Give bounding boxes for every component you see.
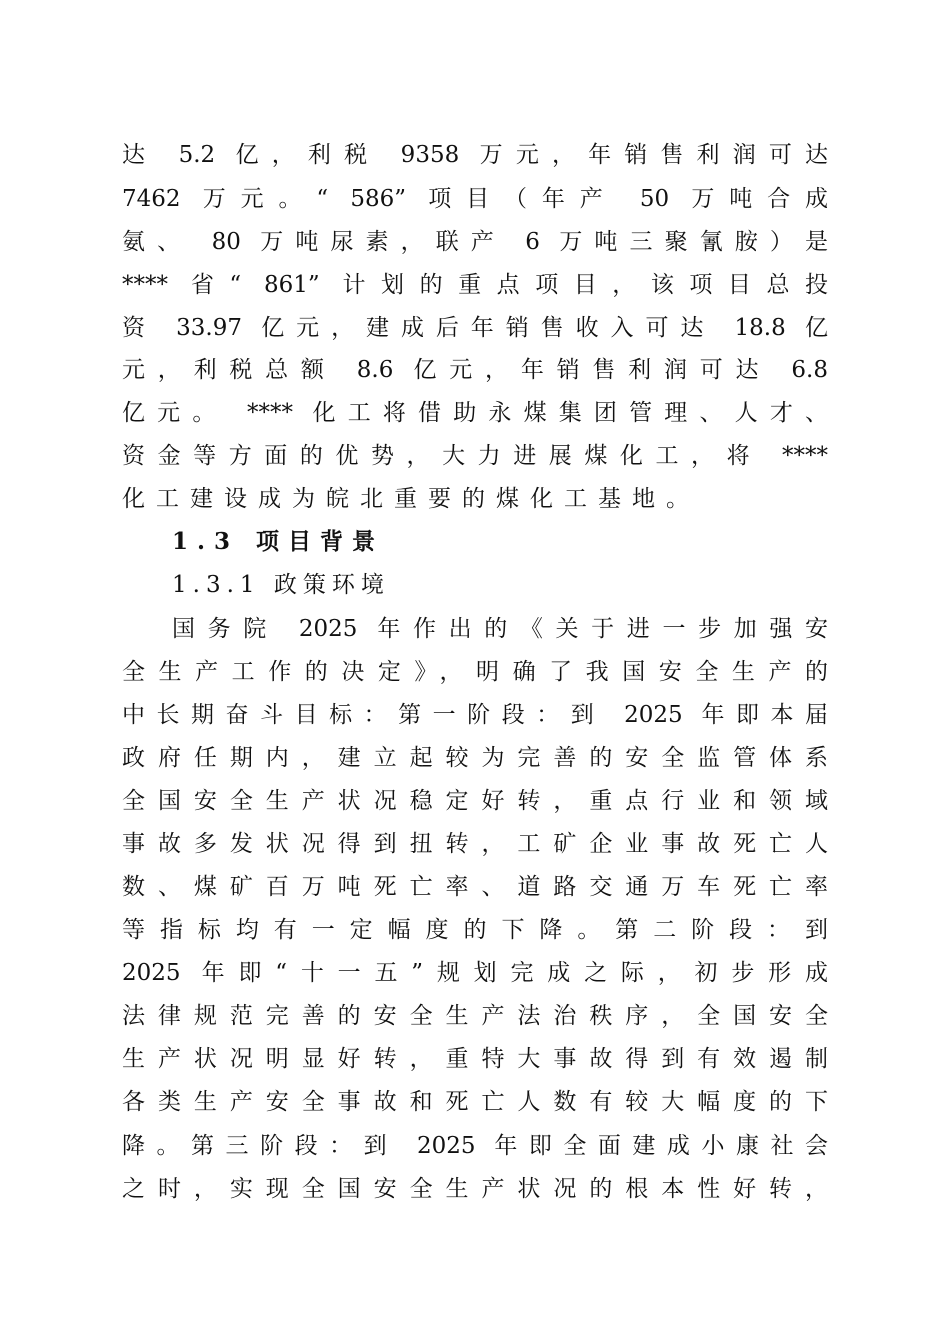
body-text-line: 2025 年即“十一五”规划完成之际，初步形成 (122, 960, 828, 986)
body-text-line: 法律规范完善的安全生产法治秩序，全国安全 (122, 1003, 828, 1029)
body-text-line: 之时，实现全国安全生产状况的根本性好转， (122, 1176, 828, 1202)
body-text-line: 国务院 2025 年作出的《关于进一步加强安 (172, 616, 828, 642)
section-heading: 1.3 项目背景 (172, 528, 385, 555)
body-text-line: 事故多发状况得到扭转，工矿企业事故死亡人 (122, 831, 828, 857)
body-text-line: 化工建设成为皖北重要的煤化工基地。 (122, 486, 700, 512)
body-text-line: 资 33.97 亿元，建成后年销售收入可达 18.8 亿 (122, 315, 828, 341)
body-text-line: 各类生产安全事故和死亡人数有较大幅度的下 (122, 1089, 828, 1115)
body-text-line: 元，利税总额 8.6 亿元，年销售利润可达 6.8 (122, 357, 828, 383)
body-text-line: 达 5.2 亿，利税 9358 万元，年销售利润可达 (122, 142, 828, 168)
body-text-line: 数、煤矿百万吨死亡率、道路交通万车死亡率 (122, 874, 828, 900)
subsection-heading: 1.3.1 政策环境 (172, 572, 390, 598)
body-text-line: 全生产工作的决定》，明确了我国安全生产的 (122, 659, 828, 685)
body-text-line: 亿元。 **** 化工将借助永煤集团管理、人才、 (122, 400, 828, 426)
body-text-line: 氨、 80 万吨尿素，联产 6 万吨三聚氰胺）是 (122, 229, 828, 255)
body-text-line: 7462 万元。“ 586” 项目（年产 50 万吨合成 (122, 186, 828, 212)
body-text-line: 等指标均有一定幅度的下降。第二阶段：到 (122, 917, 828, 943)
body-text-line: 政府任期内，建立起较为完善的安全监管体系 (122, 745, 828, 771)
body-text-line: 中长期奋斗目标：第一阶段：到 2025 年即本届 (122, 702, 828, 728)
body-text-line: 生产状况明显好转，重特大事故得到有效遏制 (122, 1046, 828, 1072)
body-text-line: 全国安全生产状况稳定好转，重点行业和领域 (122, 788, 828, 814)
body-text-line: **** 省“ 861” 计划的重点项目，该项目总投 (122, 272, 828, 298)
body-text-line: 降。第三阶段：到 2025 年即全面建成小康社会 (122, 1133, 828, 1159)
body-text-line: 资金等方面的优势，大力进展煤化工，将 **** (122, 443, 828, 469)
